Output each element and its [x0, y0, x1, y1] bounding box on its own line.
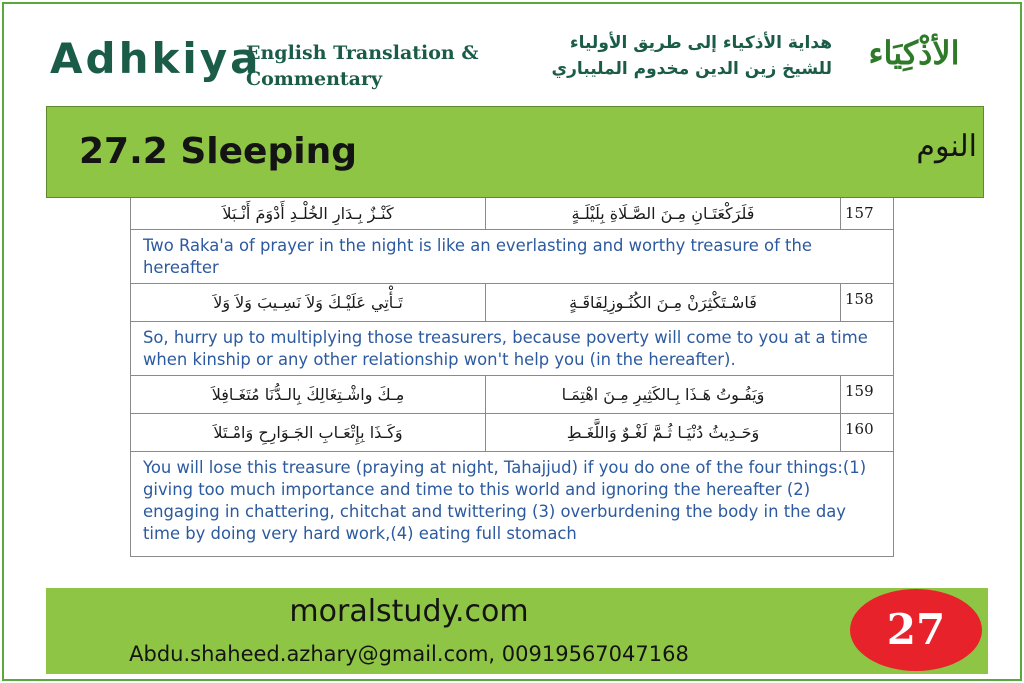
verse-second-half: تَـأْتِي عَلَيْـكَ وَلاَ نَسِـيبَ وَلاَ وَلاَ [131, 284, 486, 321]
arabic-logo: الأذْكِيَاء [868, 34, 960, 72]
verse-first-half: فَلَرَكْعَتَـانِ مِـنَ الصَّـلَاةِ بِلَيْلَـةٍ [486, 198, 841, 229]
verse-translation: So, hurry up to multiplying those treasurers, because poverty will come to you at a time when kinship or any other relationship won't help you (in the hereafter). [131, 322, 893, 376]
subtitle-line-2: Commentary [246, 68, 383, 90]
verse-row [131, 284, 893, 322]
section-banner [46, 106, 984, 198]
contact-info: Abdu.shaheed.azhary@gmail.com, 00919567047168 [129, 642, 689, 666]
verse-translation: Two Raka'a of prayer in the night is like an everlasting and worthy treasure of the hereafter [131, 230, 893, 284]
verse-row [131, 376, 893, 414]
footer-band [46, 588, 988, 674]
verse-row [131, 414, 893, 452]
verse-first-half: فَاسْـتَكْثِرَنْ مِـنَ الكُنُـوزِلِفَاقَـةٍ [486, 284, 841, 321]
verse-number: 159 [845, 382, 874, 400]
verse-translation: You will lose this treasure (praying at night, Tahajjud) if you do one of the four things:(1) giving too much importance and time to this world and ignoring the hereafter (2) engaging in chattering, chitchat and twittering (3) overburdening the body in the day time by doing very hard work,(4) eating full stomach [143, 458, 867, 543]
verse-number: 158 [845, 290, 874, 308]
verse-second-half: وَكَـذَا بِإِتْعَـابِ الجَـوَارِحِ وَامْـتَلاَ [131, 414, 486, 451]
brand-subtitle [246, 40, 479, 92]
verse-table [130, 198, 894, 557]
verse-number: 160 [845, 420, 874, 438]
verse-second-half: كَنْـزٌ بِـدَارِ الخُلْـدِ أَدْوَمَ أَنْـبَلاَ [131, 198, 486, 229]
subtitle-line-1: English Translation & [246, 42, 479, 64]
book-title-line-1: هداية الأذكياء إلى طريق الأولياء [569, 33, 832, 53]
verse-row [131, 198, 893, 230]
section-title: 27.2 Sleeping [79, 131, 357, 172]
arabic-book-title [520, 30, 832, 82]
website-link[interactable]: moralstudy.com [289, 594, 529, 629]
section-title-arabic: النوم [916, 129, 977, 164]
verse-first-half: وَحَـدِيثُ دُنْيَـا ثُـمَّ لَغْـوٌ وَاللَّغَـطِ [486, 414, 841, 451]
book-title-line-2: للشيخ زين الدين مخدوم المليباري [551, 59, 832, 79]
verse-second-half: مِـكَ واشْـتِغَالِكَ بِالـدُّنَا مُتَغَـافِلاَ [131, 376, 486, 413]
verse-number: 157 [845, 204, 874, 222]
chapter-number-badge: 27 [850, 589, 982, 671]
brand-logo-text: Adhkiya [50, 34, 262, 83]
verse-first-half: وَيَفُـوتُ هَـذَا بِـالكَثِيرِ مِـنَ اهْتِمَـا [486, 376, 841, 413]
